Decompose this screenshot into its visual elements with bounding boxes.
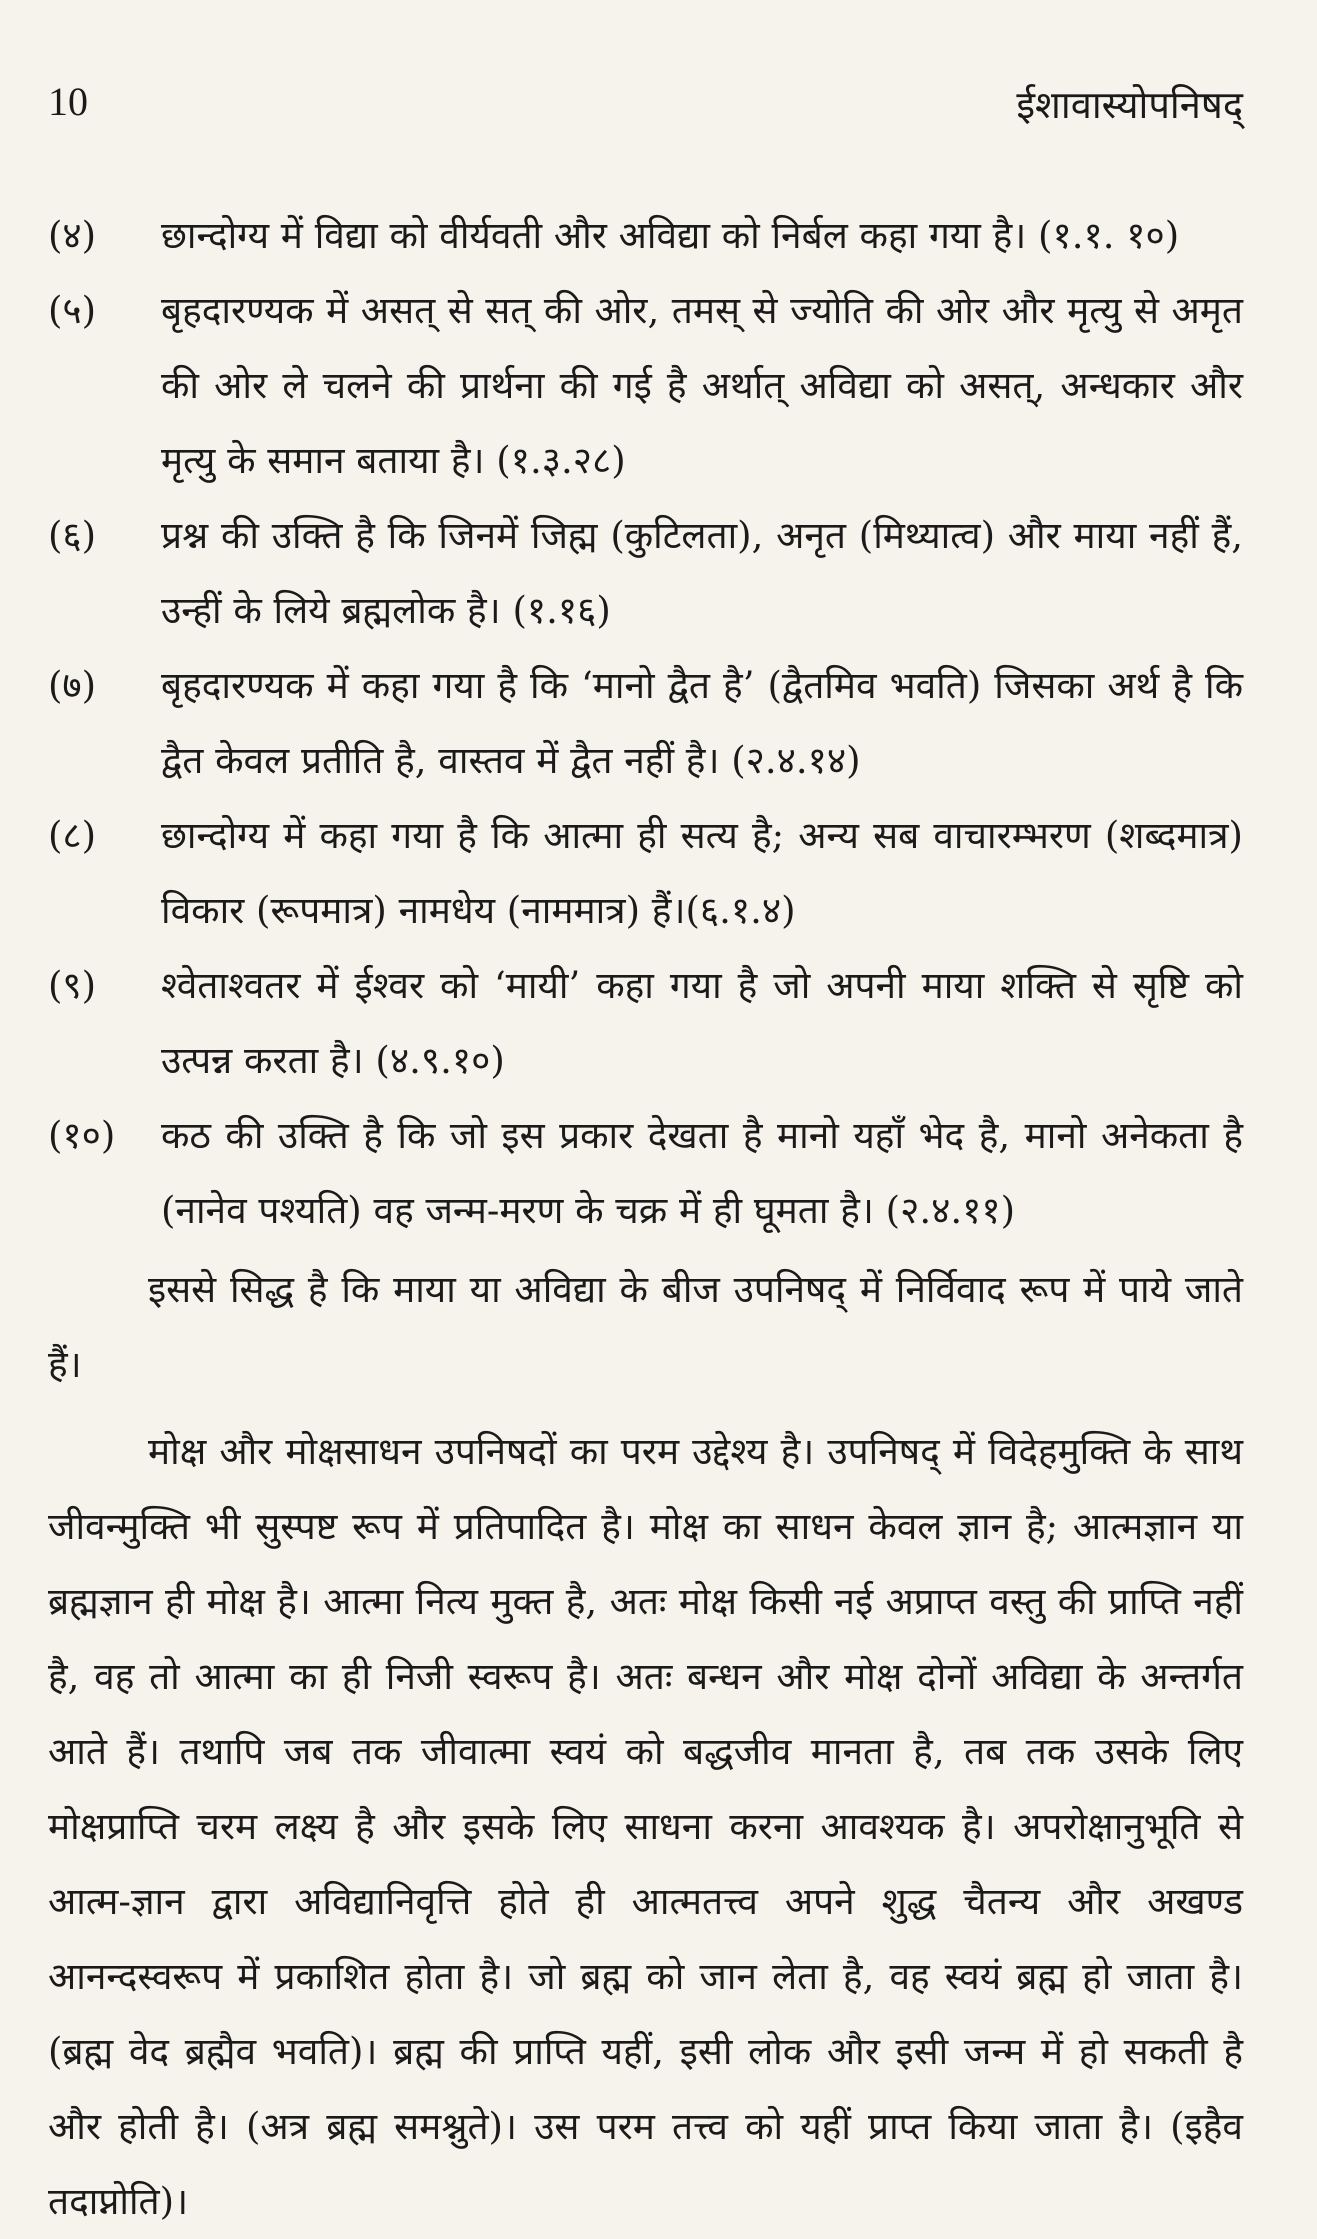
list-item-number: (५) <box>48 289 97 332</box>
list-item <box>48 273 1243 498</box>
list-item <box>48 948 1243 1098</box>
list-item-number: (९) <box>48 964 97 1007</box>
list-item <box>48 1098 1243 1248</box>
list-item-text: बृहदारण्यक में असत् से सत् की ओर, तमस् से ज्योति की ओर और मृत्यु से अमृत की ओर ले चलने की प्रार्थना की गई है अर्थात् अविद्या को असत्, अन्धकार और मृत्यु के समान बताया है। (१.३.२८) <box>161 289 1243 482</box>
page-body <box>48 198 1243 2239</box>
list-item-text: कठ की उक्ति है कि जो इस प्रकार देखता है मानो यहाँ भेद है, मानो अनेकता है (नानेव पश्यति) वह जन्म-मरण के चक्र में ही घूमता है। (२.४.११) <box>161 1114 1243 1232</box>
list-item-number: (४) <box>48 214 97 257</box>
list-item-number: (६) <box>48 514 97 557</box>
list-item-text: छान्दोग्य में कहा गया है कि आत्मा ही सत्य है; अन्य सब वाचारम्भरण (शब्दमात्र) विकार (रूपमात्र) नामधेय (नाममात्र) हैं।(६.१.४) <box>161 814 1243 932</box>
list-item <box>48 648 1243 798</box>
list-item <box>48 798 1243 948</box>
paragraph: मोक्ष और मोक्षसाधन उपनिषदों का परम उद्देश्य है। उपनिषद् में विदेहमुक्ति के साथ जीवन्मुक्ति भी सुस्पष्ट रूप में प्रतिपादित है। मोक्ष का साधन केवल ज्ञान है; आत्मज्ञान या ब्रह्मज्ञान ही मोक्ष है। आत्मा नित्य मुक्त है, अतः मोक्ष किसी नई अप्राप्त वस्तु की प्राप्ति नहीं है, वह तो आत्मा का ही निजी स्वरूप है। अतः बन्धन और मोक्ष दोनों अविद्या के अन्तर्गत आते हैं। तथापि जब तक जीवात्मा स्वयं को बद्धजीव मानता है, तब तक उसके लिए मोक्षप्राप्ति चरम लक्ष्य है और इसके लिए साधना करना आवश्यक है। अपरोक्षानुभूति से आत्म-ज्ञान द्वारा अविद्यानिवृत्ति होते ही आत्मतत्त्व अपने शुद्ध चैतन्य और अखण्ड आनन्दस्वरूप में प्रकाशित होता है। जो ब्रह्म को जान लेता है, वह स्वयं ब्रह्म हो जाता है। (ब्रह्म वेद ब्रह्मैव भवति)। ब्रह्म की प्राप्ति यहीं, इसी लोक और इसी जन्म में हो सकती है और होती है। (अत्र ब्रह्म समश्नुते)। उस परम तत्त्व को यहीं प्राप्त किया जाता है। (इहैव तदाप्नोति)। <box>48 1430 1243 2223</box>
page-number: 10 <box>48 79 88 124</box>
paragraph: इससे सिद्ध है कि माया या अविद्या के बीज उपनिषद् में निर्विवाद रूप में पाये जाते हैं। <box>48 1268 1243 1386</box>
list-item <box>48 498 1243 648</box>
list-item-number: (१०) <box>48 1114 116 1157</box>
list-item-text: श्वेताश्वतर में ईश्वर को ‘मायी’ कहा गया है जो अपनी माया शक्ति से सृष्टि को उत्पन्न करता है। (४.९.१०) <box>161 964 1243 1082</box>
list-item-number: (८) <box>48 814 97 857</box>
list-item <box>48 198 1243 273</box>
list-item-text: बृहदारण्यक में कहा गया है कि ‘मानो द्वैत है’ (द्वैतमिव भवति) जिसका अर्थ है कि द्वैत केवल प्रतीति है, वास्तव में द्वैत नहीं है। (२.४.१४) <box>161 664 1243 782</box>
running-title: ईशावास्योपनिषद् <box>1016 83 1243 127</box>
list-item-number: (७) <box>48 664 97 707</box>
page-header <box>48 78 1243 138</box>
list-item-text: प्रश्न की उक्ति है कि जिनमें जिह्म (कुटिलता), अनृत (मिथ्यात्व) और माया नहीं हैं, उन्हीं के लिये ब्रह्मलोक है। (१.१६) <box>161 514 1243 632</box>
list-item-text: छान्दोग्य में विद्या को वीर्यवती और अविद्या को निर्बल कहा गया है। (१.१. १०) <box>161 214 1180 257</box>
